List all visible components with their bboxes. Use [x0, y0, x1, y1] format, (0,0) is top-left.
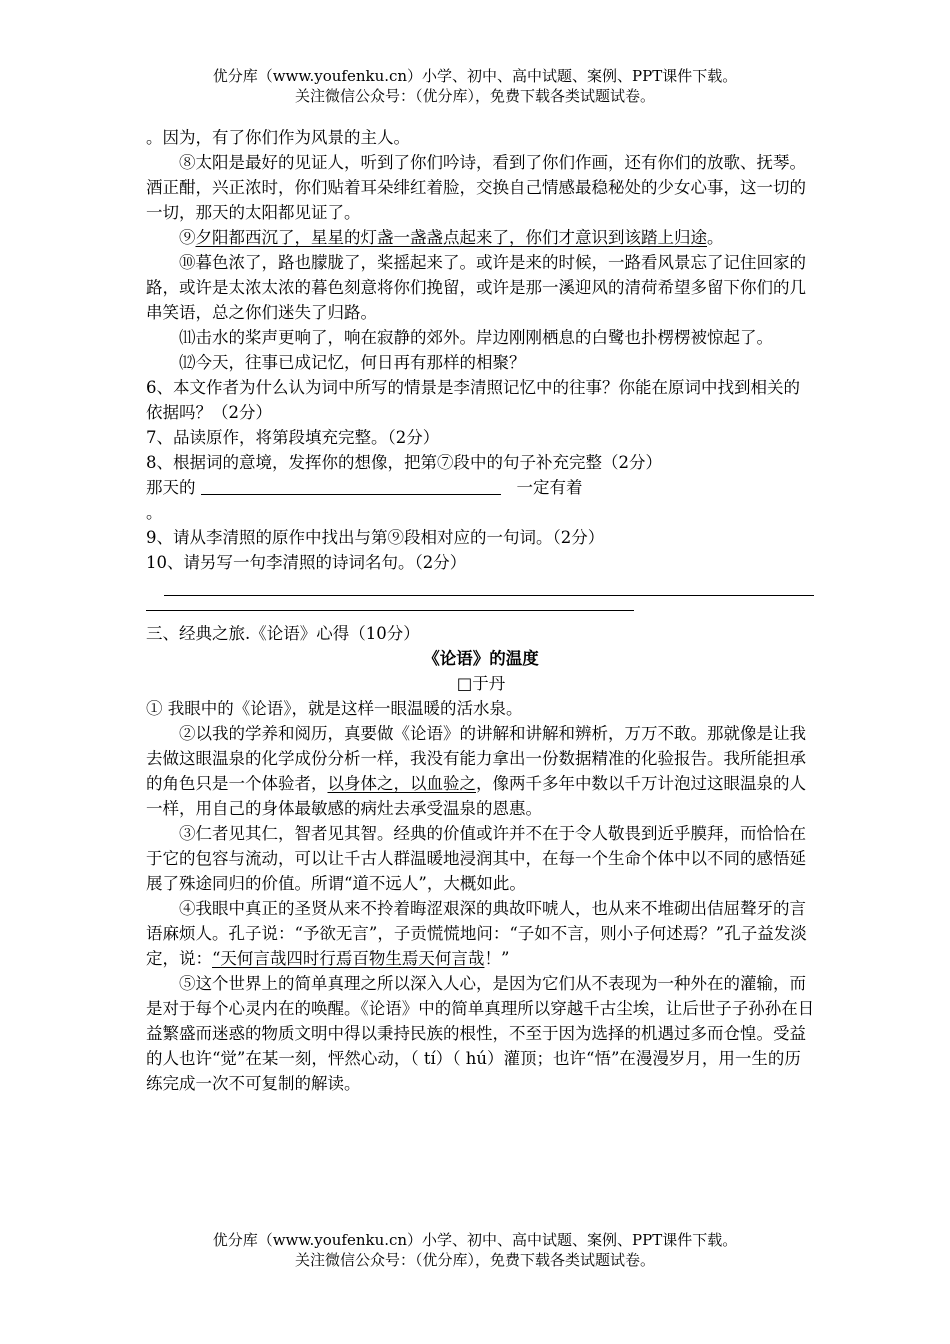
paragraph-continued: 。因为，有了你们作为风景的主人。	[146, 128, 410, 147]
paragraph-9-number: ⑨	[179, 228, 196, 247]
question-10: 10、请另写一句李清照的诗词名句。（2分）	[146, 553, 467, 572]
paragraph-11: ⑾击水的桨声更响了，响在寂静的郊外。岸边刚刚栖息的白鹭也扑楞楞被惊起了。	[179, 328, 773, 347]
article-paragraph-2-b: ，像两千多年中数以千万计泡过这眼温泉的人一样，用自己的身体最敏感的病灶去承受温泉的恩惠。	[146, 774, 806, 818]
question-8-suffix: 一定有着	[516, 478, 583, 497]
article-paragraph-4-underlined: “天何言哉四时行焉百物生焉天何言哉	[212, 949, 485, 968]
article-title: 《论语》的温度	[423, 649, 539, 668]
answer-line-q10-1[interactable]	[164, 575, 814, 596]
question-6: 6、本文作者为什么认为词中所写的情景是李清照记忆中的往事？你能在原词中找到相关的依据吗？（2分）	[146, 378, 800, 422]
paragraph-9	[146, 225, 816, 250]
header-line-1: 优分库（www.youfenku.cn）小学、初中、高中试题、案例、PPT课件下载。	[212, 67, 738, 85]
section-3-heading: 三、经典之旅.《论语》心得（10分）	[146, 624, 420, 643]
footer-line-2: 关注微信公众号：（优分库），免费下载各类试题试卷。	[294, 1251, 655, 1269]
question-9: 9、请从李清照的原作中找出与第⑨段相对应的一句词。（2分）	[146, 528, 605, 547]
header-line-2: 关注微信公众号：（优分库），免费下载各类试题试卷。	[294, 87, 655, 105]
page-header	[0, 66, 950, 106]
question-8-prefix: 那天的	[146, 478, 196, 497]
article-paragraph-4	[146, 896, 816, 971]
page-footer	[0, 1230, 950, 1270]
paragraph-12: ⑿今天，往事已成记忆，何日再有那样的相聚？	[179, 353, 526, 372]
answer-blank-q8[interactable]	[201, 476, 501, 495]
question-8-fill	[146, 475, 816, 500]
question-8: 8、根据词的意境，发挥你的想像，把第⑦段中的句子补充完整（2分）	[146, 453, 662, 472]
question-8-end: 。	[146, 503, 163, 522]
article-author: □于丹	[456, 674, 506, 693]
main-content	[146, 125, 816, 1096]
paragraph-10: ⑩暮色浓了，路也朦胧了，桨摇起来了。或许是来的时候，一路看风景忘了记住回家的路，或许是太浓太浓的暮色刻意将你们挽留，或许是那一溪迎风的清荷希望多留下你们的几串笑语，总之你们迷失了归路。	[146, 253, 806, 322]
footer-line-1: 优分库（www.youfenku.cn）小学、初中、高中试题、案例、PPT课件下载。	[212, 1231, 738, 1249]
article-paragraph-2	[146, 721, 816, 821]
article-paragraph-2-underlined: 以身体之，以血验之	[327, 774, 476, 793]
paragraph-9-end: 。	[707, 228, 724, 247]
article-paragraph-1: ① 我眼中的《论语》，就是这样一眼温暖的活水泉。	[146, 699, 523, 718]
article-paragraph-4-b: ！”	[484, 949, 510, 968]
question-7: 7、品读原作，将第段填充完整。（2分）	[146, 428, 440, 447]
article-paragraph-4-a: ④我眼中真正的圣贤从来不拎着晦涩艰深的典故吓唬人，也从来不堆砌出佶屈聱牙的言语麻烦人。孔子说：“予欲无言”，子贡慌慌地问：“子如不言，则小子何述焉？”孔子益发淡定，说：	[146, 899, 807, 968]
article-paragraph-3: ③仁者见其仁，智者见其智。经典的价值或许并不在于令人敬畏到近乎膜拜，而恰恰在于它的包容与流动，可以让千古人群温暖地浸润其中，在每一个生命个体中以不同的感悟延展了殊途同归的价值。所谓“道不远人”，大概如此。	[146, 824, 806, 893]
paragraph-9-underlined: 夕阳都西沉了，星星的灯盏一盏盏点起来了，你们才意识到该踏上归途	[195, 228, 707, 247]
article-paragraph-2-a: ②以我的学养和阅历，真要做《论语》的讲解和讲解和辨析，万万不敢。那就像是让我去做这眼温泉的化学成份分析一样，我没有能力拿出一份数据精准的化验报告。我所能担承的角色只是一个体验者，	[146, 724, 806, 793]
paragraph-8: ⑧太阳是最好的见证人，听到了你们吟诗，看到了你们作画，还有你们的放歌、抚琴。酒正酣，兴正浓时，你们贴着耳朵绯红着脸，交换自己情感最稳秘处的少女心事，这一切的一切，那天的太阳都见证了。	[146, 153, 806, 222]
article-paragraph-5: ⑤这个世界上的简单真理之所以深入人心，是因为它们从不表现为一种外在的灌输，而是对于每个心灵内在的唤醒。《论语》中的简单真理所以穿越千古尘埃，让后世子子孙孙在日益繁盛而迷惑的物质文明中得以秉持民族的根性，不至于因为选择的机遇过多而仓惶。受益的人也许“觉”在某一刻，怦然心动，（ tí）（ hú）灌顶；也许“悟”在漫漫岁月，用一生的历练完成一次不可复制的解读。	[146, 974, 815, 1093]
answer-line-q10-2[interactable]	[146, 596, 634, 611]
